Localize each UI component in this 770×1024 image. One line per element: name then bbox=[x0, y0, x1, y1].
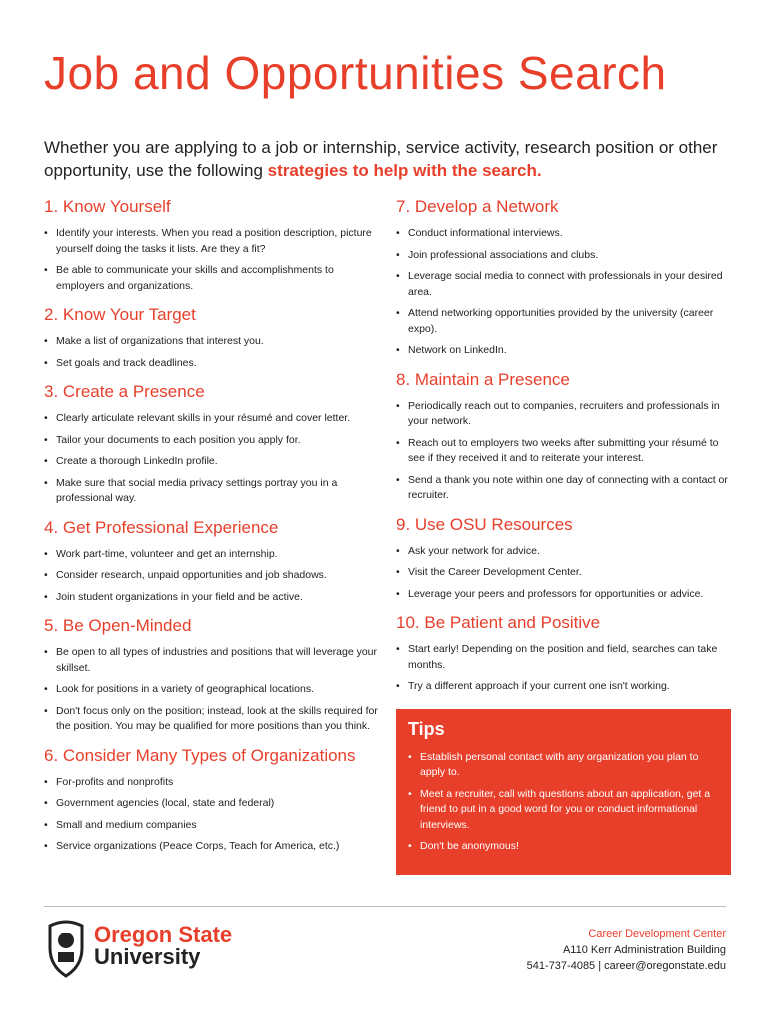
section-open-minded bbox=[44, 615, 379, 735]
tip-item: • Don't be anonymous! bbox=[408, 839, 719, 855]
tip-item: • Meet a recruiter, call with questions about an application, get a friend to put in a good word for you or conduct informational interviews. bbox=[408, 787, 719, 834]
intro-text: Whether you are applying to a job or internship, service activity, research position or other opportunity, use the following bbox=[44, 138, 718, 180]
intro-paragraph bbox=[44, 136, 734, 182]
list-item: • Create a thorough LinkedIn profile. bbox=[44, 454, 379, 470]
section-heading: 7. Develop a Network bbox=[396, 197, 559, 216]
list-item: • Attend networking opportunities provided by the university (career expo). bbox=[396, 306, 731, 337]
section-heading: 1. Know Yourself bbox=[44, 197, 171, 216]
section-heading: 6. Consider Many Types of Organizations bbox=[44, 745, 356, 765]
logo-line-2: University bbox=[94, 944, 201, 969]
beaver-seal-icon bbox=[44, 918, 88, 978]
list-item: • Start early! Depending on the position and field, searches can take months. bbox=[396, 642, 731, 673]
intro-highlight: strategies to help with the search. bbox=[267, 161, 542, 180]
tip-item: • Establish personal contact with any organization you plan to apply to. bbox=[408, 750, 719, 781]
list-item: • Don't focus only on the position; instead, look at the skills required for the position. You may be qualified for more positions than you think. bbox=[44, 704, 379, 735]
list-item: • Network on LinkedIn. bbox=[396, 343, 731, 359]
left-column bbox=[44, 196, 379, 861]
page-title: Job and Opportunities Search bbox=[44, 47, 667, 99]
section-heading: 9. Use OSU Resources bbox=[396, 514, 573, 534]
list-item: • Leverage social media to connect with professionals in your desired area. bbox=[396, 269, 731, 300]
list-item: • Ask your network for advice. bbox=[396, 544, 731, 560]
section-types-of-organizations bbox=[44, 745, 379, 855]
list-item: • Join student organizations in your field and be active. bbox=[44, 590, 379, 606]
section-patient-positive bbox=[396, 612, 731, 695]
list-item: • Reach out to employers two weeks after submitting your résumé to see if they received it and to reiterate your interest. bbox=[396, 436, 731, 467]
list-item: • Small and medium companies bbox=[44, 818, 379, 834]
list-item: • Make a list of organizations that interest you. bbox=[44, 334, 379, 350]
list-item: • Identify your interests. When you read a position description, picture yourself doing the tasks it lists. Are they a fit? bbox=[44, 226, 379, 257]
section-develop-network bbox=[396, 196, 731, 359]
list-item: • Clearly articulate relevant skills in your résumé and cover letter. bbox=[44, 411, 379, 427]
list-item: • Conduct informational interviews. bbox=[396, 226, 731, 242]
list-item: • Try a different approach if your current one isn't working. bbox=[396, 679, 731, 695]
tips-heading: Tips bbox=[408, 718, 445, 739]
section-professional-experience bbox=[44, 517, 379, 606]
contact-block bbox=[527, 926, 726, 974]
list-item: • Make sure that social media privacy settings portray you in a professional way. bbox=[44, 476, 379, 507]
list-item: • Tailor your documents to each position you apply for. bbox=[44, 433, 379, 449]
list-item: • Send a thank you note within one day of connecting with a contact or recruiter. bbox=[396, 473, 731, 504]
university-logo bbox=[44, 918, 244, 980]
list-item: • Periodically reach out to companies, recruiters and professionals in your network. bbox=[396, 399, 731, 430]
list-item: • Government agencies (local, state and federal) bbox=[44, 796, 379, 812]
phone-email: 541-737-4085 | career@oregonstate.edu bbox=[526, 960, 726, 972]
section-heading: 5. Be Open-Minded bbox=[44, 616, 192, 635]
address: A110 Kerr Administration Building bbox=[562, 944, 726, 956]
list-item: • Set goals and track deadlines. bbox=[44, 356, 379, 372]
list-item: • Be able to communicate your skills and accomplishments to employers and organizations. bbox=[44, 263, 379, 294]
logo-wordmark bbox=[94, 924, 232, 968]
section-heading: 3. Create a Presence bbox=[44, 382, 205, 401]
section-osu-resources bbox=[396, 514, 731, 603]
tips-box bbox=[396, 709, 731, 875]
list-item: • Be open to all types of industries and positions that will leverage your skillset. bbox=[44, 645, 379, 676]
list-item: • Join professional associations and clubs. bbox=[396, 248, 731, 264]
section-heading: 8. Maintain a Presence bbox=[396, 369, 570, 389]
list-item: • For-profits and nonprofits bbox=[44, 775, 379, 791]
list-item: • Consider research, unpaid opportunities and job shadows. bbox=[44, 568, 379, 584]
list-item: • Leverage your peers and professors for opportunities or advice. bbox=[396, 587, 731, 603]
right-column bbox=[396, 196, 731, 875]
section-heading: 2. Know Your Target bbox=[44, 305, 196, 324]
list-item: • Visit the Career Development Center. bbox=[396, 565, 731, 581]
center-name: Career Development Center bbox=[588, 928, 726, 940]
logo-line-1: Oregon State bbox=[94, 922, 233, 947]
section-create-presence bbox=[44, 381, 379, 507]
section-heading: 10. Be Patient and Positive bbox=[396, 613, 601, 632]
list-item: • Look for positions in a variety of geographical locations. bbox=[44, 682, 379, 698]
list-item: • Service organizations (Peace Corps, Teach for America, etc.) bbox=[44, 839, 379, 855]
list-item: • Work part-time, volunteer and get an internship. bbox=[44, 547, 379, 563]
section-know-target bbox=[44, 304, 379, 371]
footer-divider bbox=[44, 906, 726, 907]
section-maintain-presence bbox=[396, 369, 731, 504]
section-heading: 4. Get Professional Experience bbox=[44, 517, 279, 537]
section-know-yourself bbox=[44, 196, 379, 294]
